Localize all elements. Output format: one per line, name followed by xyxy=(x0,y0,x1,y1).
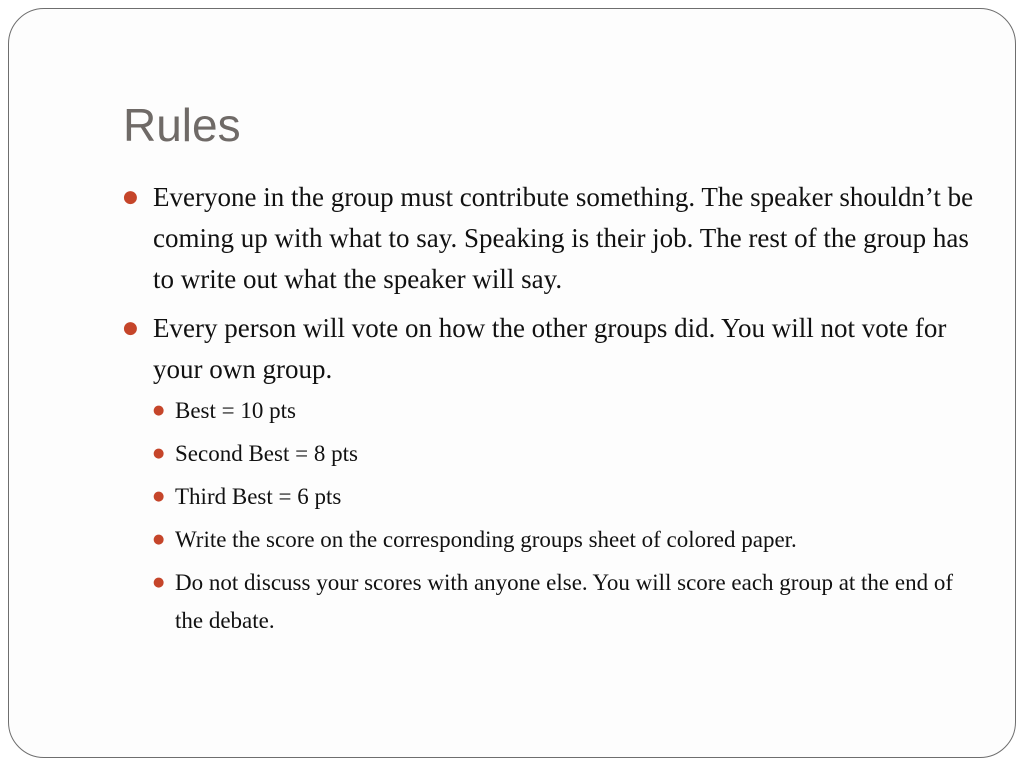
sub-bullet-second-best xyxy=(153,435,983,473)
sub-bullet-text: Best = 10 pts xyxy=(175,398,296,423)
bullet-dot-icon: ● xyxy=(123,187,138,207)
bullet-dot-icon: ● xyxy=(153,403,165,418)
sub-bullet-write-score xyxy=(153,521,983,559)
bullet-dot-icon: ● xyxy=(153,532,165,547)
sub-bullet-no-discussion xyxy=(153,564,983,640)
bullet-dot-icon: ● xyxy=(153,446,165,461)
slide-frame xyxy=(8,8,1016,758)
sub-bullet-best xyxy=(153,392,983,430)
scoring-sub-list xyxy=(153,392,983,640)
sub-bullet-text: Write the score on the corresponding groups sheet of colored paper. xyxy=(175,527,797,552)
slide-title: Rules xyxy=(123,99,241,151)
bullet-text: Everyone in the group must contribute something. The speaker shouldn’t be coming up with what to say. Speaking is their job. The rest of the group has to write out what the speaker will say. xyxy=(153,182,974,294)
bullet-item-voting xyxy=(123,308,983,640)
sub-bullet-text: Third Best = 6 pts xyxy=(175,484,342,509)
bullet-dot-icon: ● xyxy=(153,489,165,504)
bullet-dot-icon: ● xyxy=(123,318,138,338)
bullet-text: Every person will vote on how the other groups did. You will not vote for your own group. xyxy=(153,313,947,384)
sub-bullet-third-best xyxy=(153,478,983,516)
bullet-dot-icon: ● xyxy=(153,575,165,590)
sub-bullet-text: Second Best = 8 pts xyxy=(175,441,358,466)
bullet-list xyxy=(123,177,983,648)
bullet-item-contribute xyxy=(123,177,983,300)
sub-bullet-text: Do not discuss your scores with anyone else. You will score each group at the end of the debate. xyxy=(175,570,954,633)
